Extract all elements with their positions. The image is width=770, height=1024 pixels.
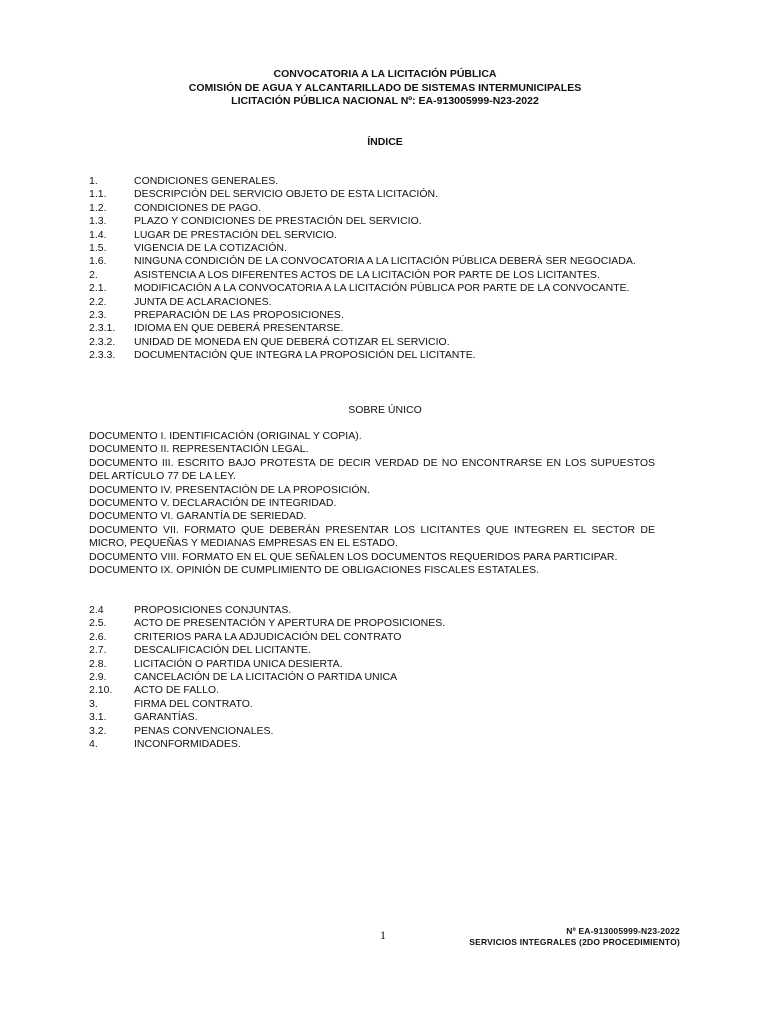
toc-entry — [89, 242, 655, 255]
header-title: CONVOCATORIA A LA LICITACIÓN PÚBLICA — [273, 68, 497, 80]
toc-entry — [89, 738, 655, 751]
toc-entry — [89, 282, 655, 295]
toc-entry-title: IDIOMA EN QUE DEBERÁ PRESENTARSE. — [134, 322, 344, 335]
toc-entry-title: JUNTA DE ACLARACIONES. — [134, 295, 272, 308]
toc-entry-title: VIGENCIA DE LA COTIZACIÓN. — [134, 242, 287, 255]
toc-entry — [89, 188, 655, 201]
toc-entry-title: DESCALIFICACIÓN DEL LICITANTE. — [134, 644, 311, 657]
sobre-unico-heading: SOBRE ÚNICO — [348, 404, 422, 416]
toc-entry-title: MODIFICACIÓN A LA CONVOCATORIA A LA LICITACIÓN PÚBLICA POR PARTE DE LA CONVOCANTE. — [134, 282, 630, 295]
document-entry: DOCUMENTO I. IDENTIFICACIÓN (ORIGINAL Y COPIA). — [89, 430, 362, 442]
table-of-contents-part1 — [89, 175, 655, 363]
toc-entry — [89, 711, 655, 724]
toc-entry — [89, 604, 655, 617]
toc-entry-number: 2.2. — [89, 295, 107, 308]
header-organization: COMISIÓN DE AGUA Y ALCANTARILLADO DE SISTEMAS INTERMUNICIPALES — [188, 81, 582, 94]
toc-entry-title: ACTO DE FALLO. — [134, 684, 219, 697]
document-entry: DOCUMENTO V. DECLARACIÓN DE INTEGRIDAD. — [89, 497, 337, 510]
toc-entry — [89, 631, 655, 644]
toc-entry-title: CONDICIONES GENERALES. — [134, 175, 279, 187]
toc-entry — [89, 322, 655, 335]
toc-entry-number: 2.6. — [89, 630, 107, 643]
toc-entry-number: 2.5. — [89, 617, 107, 630]
toc-entry — [89, 336, 655, 349]
toc-entry-number: 3.2. — [89, 724, 107, 737]
toc-entry-number: 4. — [89, 738, 98, 751]
toc-entry-title: CANCELACIÓN DE LA LICITACIÓN O PARTIDA UNICA — [134, 671, 398, 684]
toc-entry — [89, 671, 655, 684]
toc-entry-title: UNIDAD DE MONEDA EN QUE DEBERÁ COTIZAR EL SERVICIO. — [134, 335, 450, 348]
toc-entry-number: 2.9. — [89, 671, 107, 684]
toc-entry — [89, 725, 655, 738]
footer-reference — [469, 926, 680, 947]
toc-entry-number: 1.4. — [89, 228, 107, 241]
toc-entry — [89, 349, 655, 362]
page-number: 1 — [380, 928, 386, 942]
document-header — [0, 68, 770, 109]
toc-entry-title: DOCUMENTACIÓN QUE INTEGRA LA PROPOSICIÓN DEL LICITANTE. — [134, 349, 476, 362]
document-entry: DOCUMENTO II. REPRESENTACIÓN LEGAL. — [89, 443, 309, 456]
toc-entry-title: GARANTÍAS. — [134, 711, 198, 724]
toc-entry-title: PENAS CONVENCIONALES. — [134, 724, 274, 737]
toc-entry-number: 2.10. — [89, 684, 113, 697]
document-entry: DOCUMENTO VII. FORMATO QUE DEBERÁN PRESENTAR LOS LICITANTES QUE INTEGREN EL SECTOR DE MICRO, PEQUEÑAS Y MEDIANAS EMPRESAS EN EL ESTADO. — [89, 523, 655, 550]
toc-entry — [89, 175, 655, 188]
toc-entry-title: PLAZO Y CONDICIONES DE PRESTACIÓN DEL SERVICIO. — [134, 215, 422, 228]
toc-entry-number: 1.3. — [89, 215, 107, 228]
document-entry: DOCUMENTO III. ESCRITO BAJO PROTESTA DE DECIR VERDAD DE NO ENCONTRARSE EN LOS SUPUESTOS DEL ARTÍCULO 77 DE LA LEY. — [89, 456, 655, 483]
toc-entry-title: LUGAR DE PRESTACIÓN DEL SERVICIO. — [134, 228, 337, 241]
toc-entry-title: FIRMA DEL CONTRATO. — [134, 697, 253, 710]
toc-entry-number: 2.4 — [89, 604, 104, 616]
toc-entry-number: 2.3. — [89, 309, 107, 322]
toc-entry-number: 1. — [89, 175, 98, 187]
toc-entry — [89, 296, 655, 309]
toc-entry-title: DESCRIPCIÓN DEL SERVICIO OBJETO DE ESTA LICITACIÓN. — [134, 188, 438, 201]
toc-entry-number: 2.1. — [89, 282, 107, 295]
documents-list — [89, 430, 655, 577]
toc-entry-title: LICITACIÓN O PARTIDA UNICA DESIERTA. — [134, 657, 343, 670]
toc-entry-title: INCONFORMIDADES. — [134, 738, 241, 751]
toc-entry — [89, 215, 655, 228]
header-tender-number: LICITACIÓN PÚBLICA NACIONAL Nº: EA-913005999-N23-2022 — [231, 95, 539, 107]
toc-entry-number: 2.3.1. — [89, 322, 116, 335]
toc-entry — [89, 644, 655, 657]
toc-entry-title: PROPOSICIONES CONJUNTAS. — [134, 604, 292, 616]
toc-entry — [89, 229, 655, 242]
document-entry: DOCUMENTO IV. PRESENTACIÓN DE LA PROPOSICIÓN. — [89, 483, 371, 496]
toc-entry — [89, 617, 655, 630]
toc-entry-number: 1.6. — [89, 255, 107, 268]
toc-entry — [89, 684, 655, 697]
toc-entry-number: 2.7. — [89, 644, 107, 657]
document-entry: DOCUMENTO VI. GARANTÍA DE SERIEDAD. — [89, 510, 307, 523]
toc-entry-number: 2.8. — [89, 657, 107, 670]
footer-tender-number: Nº EA-913005999-N23-2022 — [566, 926, 680, 936]
toc-entry — [89, 309, 655, 322]
toc-entry-title: NINGUNA CONDICIÓN DE LA CONVOCATORIA A LA LICITACIÓN PÚBLICA DEBERÁ SER NEGOCIADA. — [134, 255, 636, 268]
toc-entry-number: 2.3.2. — [89, 335, 116, 348]
toc-entry-number: 3. — [89, 697, 98, 710]
toc-entry — [89, 698, 655, 711]
toc-entry-number: 1.1. — [89, 188, 107, 201]
document-entry: DOCUMENTO IX. OPINIÓN DE CUMPLIMIENTO DE OBLIGACIONES FISCALES ESTATALES. — [89, 564, 540, 577]
toc-entry-title: PREPARACIÓN DE LAS PROPOSICIONES. — [134, 309, 344, 322]
index-title: ÍNDICE — [367, 136, 403, 148]
toc-entry-number: 2.3.3. — [89, 349, 116, 362]
toc-entry — [89, 255, 655, 268]
table-of-contents-part2 — [89, 604, 655, 751]
toc-entry-number: 2. — [89, 268, 98, 281]
toc-entry-title: ACTO DE PRESENTACIÓN Y APERTURA DE PROPOSICIONES. — [134, 617, 446, 630]
toc-entry — [89, 202, 655, 215]
toc-entry-title: CONDICIONES DE PAGO. — [134, 201, 261, 214]
toc-entry — [89, 269, 655, 282]
toc-entry-number: 1.2. — [89, 201, 107, 214]
toc-entry-number: 1.5. — [89, 242, 107, 255]
toc-entry-title: ASISTENCIA A LOS DIFERENTES ACTOS DE LA LICITACIÓN POR PARTE DE LOS LICITANTES. — [134, 268, 600, 281]
toc-entry-title: CRITERIOS PARA LA ADJUDICACIÓN DEL CONTRATO — [134, 630, 402, 643]
footer-procedure: SERVICIOS INTEGRALES (2DO PROCEDIMIENTO) — [469, 936, 680, 947]
toc-entry-number: 3.1. — [89, 711, 107, 724]
document-entry: DOCUMENTO VIII. FORMATO EN EL QUE SEÑALEN LOS DOCUMENTOS REQUERIDOS PARA PARTICIPAR. — [89, 550, 618, 563]
toc-entry — [89, 658, 655, 671]
